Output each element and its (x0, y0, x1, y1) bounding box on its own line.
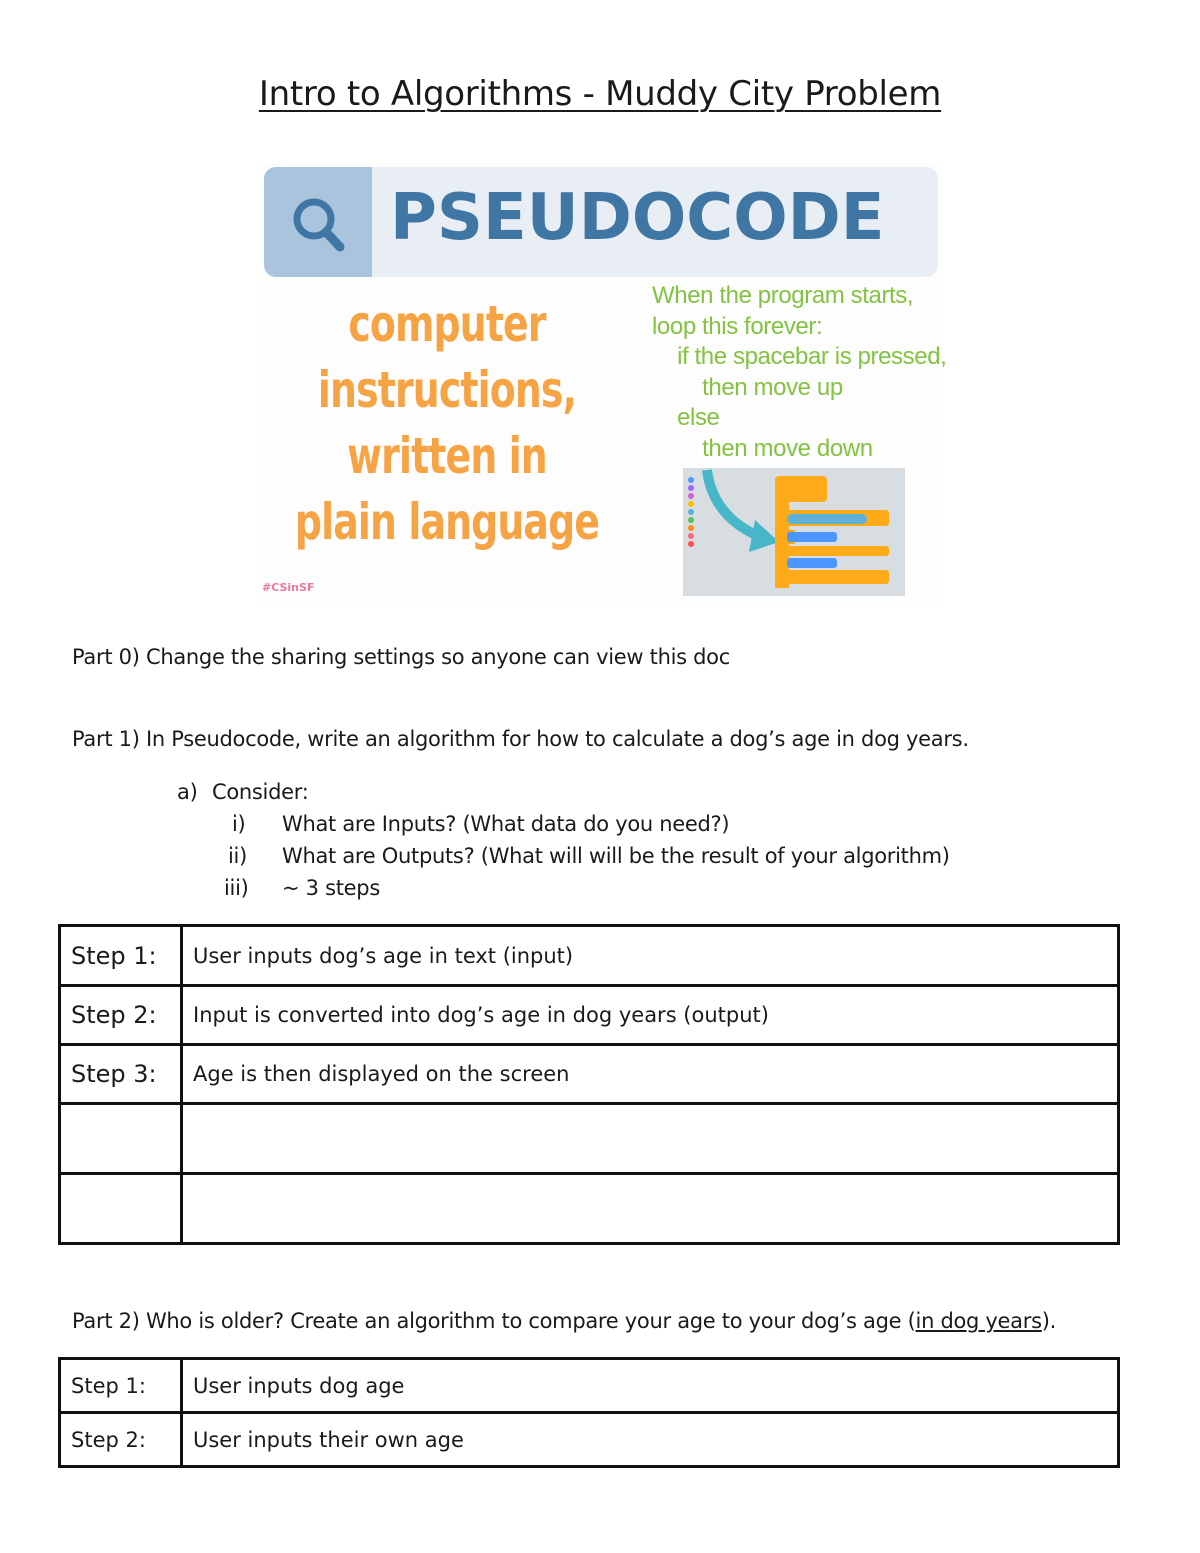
step-text[interactable] (182, 1104, 1119, 1174)
step-label: Step 2: (60, 986, 182, 1045)
list-item: What are Outputs? (What will will be the result of your algorithm) (282, 844, 950, 868)
search-icon (264, 167, 372, 277)
banner-title: PSEUDOCODE (390, 181, 885, 255)
step-text[interactable]: User inputs dog age (182, 1359, 1119, 1413)
code-line: else (652, 404, 720, 431)
consider-label: a) (177, 780, 198, 804)
consider-text: Consider: (212, 780, 309, 804)
list-number: iii) (224, 876, 249, 900)
step-label (60, 1174, 182, 1244)
pseudocode-example (652, 281, 946, 464)
step-text[interactable]: User inputs their own age (182, 1413, 1119, 1467)
step-label (60, 1104, 182, 1174)
step-text[interactable]: Age is then displayed on the screen (182, 1045, 1119, 1104)
list-item: ~ 3 steps (282, 876, 380, 900)
code-line: then move down (652, 434, 873, 462)
steps-table-part1 (58, 924, 1120, 1245)
definition-text (262, 291, 632, 555)
table-row (60, 1174, 1119, 1244)
step-text[interactable]: Input is converted into dog’s age in dog years (output) (182, 986, 1119, 1045)
part2-after: ). (1041, 1309, 1057, 1333)
category-dots (688, 477, 694, 547)
table-row (60, 1045, 1119, 1104)
table-row (60, 926, 1119, 986)
step-label: Step 3: (60, 1045, 182, 1104)
step-text[interactable]: User inputs dog’s age in text (input) (182, 926, 1119, 986)
definition-line: plain language (294, 493, 600, 551)
search-banner (264, 167, 938, 277)
code-line: When the program starts, (652, 282, 914, 309)
definition-line: written in (347, 427, 547, 485)
step-text[interactable] (182, 1174, 1119, 1244)
step-label: Step 2: (60, 1413, 182, 1467)
table-row (60, 1359, 1119, 1413)
table-row (60, 986, 1119, 1045)
list-number: ii) (228, 844, 247, 868)
part0-text: Part 0) Change the sharing settings so anyone can view this doc (72, 645, 730, 669)
code-line: loop this forever: (652, 312, 823, 340)
scratch-blocks-screenshot (683, 468, 905, 596)
table-row (60, 1104, 1119, 1174)
credit-logo: #CSinSF (262, 581, 315, 594)
table-row (60, 1413, 1119, 1467)
code-line: if the spacebar is pressed, (652, 343, 947, 370)
part1-text: Part 1) In Pseudocode, write an algorithm for how to calculate a dog’s age in dog years. (72, 727, 969, 751)
part2-before: Part 2) Who is older? Create an algorithm to compare your age to your dog’s age ( (72, 1309, 916, 1333)
search-icon-box (264, 167, 372, 277)
definition-line: instructions, (317, 361, 577, 419)
part2-text (72, 1309, 1056, 1333)
document-title: Intro to Algorithms - Muddy City Problem (258, 74, 942, 114)
code-blocks (775, 476, 889, 588)
pseudocode-graphic (262, 163, 947, 605)
list-item: What are Inputs? (What data do you need?) (282, 812, 730, 836)
part2-underlined: in dog years (915, 1309, 1042, 1333)
definition-line: computer (348, 295, 546, 353)
code-line: then move up (652, 373, 843, 401)
step-label: Step 1: (60, 1359, 182, 1413)
steps-table-part2 (58, 1357, 1120, 1468)
list-number: i) (232, 812, 246, 836)
step-label: Step 1: (60, 926, 182, 986)
